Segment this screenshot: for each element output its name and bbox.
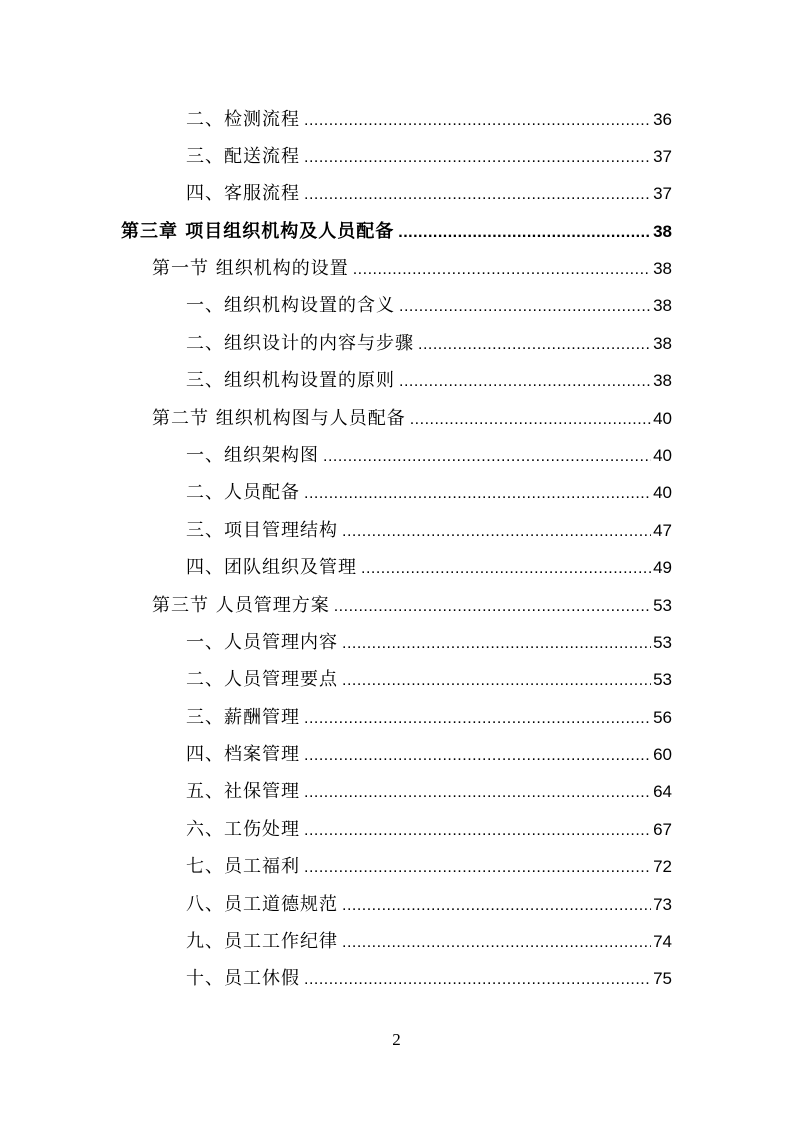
toc-entry[interactable] bbox=[186, 362, 672, 399]
toc-entry-page: 36 bbox=[653, 110, 672, 129]
toc-entry-page: 53 bbox=[653, 633, 672, 652]
toc-entry[interactable] bbox=[186, 474, 672, 511]
toc-leader-dots bbox=[342, 513, 651, 550]
toc-entry-label: 三、配送流程 bbox=[186, 146, 300, 167]
toc-entry-label: 第一节 组织机构的设置 bbox=[152, 258, 349, 279]
toc-entry-label: 第三章 项目组织机构及人员配备 bbox=[121, 221, 395, 242]
toc-leader-dots bbox=[342, 625, 651, 662]
toc-entry-label: 一、人员管理内容 bbox=[186, 632, 338, 653]
toc-entry-page: 72 bbox=[653, 857, 672, 876]
toc-leader-dots bbox=[342, 887, 651, 924]
toc-entry[interactable] bbox=[186, 437, 672, 474]
toc-entry-page: 49 bbox=[653, 558, 672, 577]
toc-entry-label: 一、组织架构图 bbox=[186, 445, 319, 466]
page-number: 2 bbox=[392, 1030, 401, 1049]
toc-entry-page: 60 bbox=[653, 745, 672, 764]
toc-entry-page: 38 bbox=[653, 259, 672, 278]
toc-entry[interactable] bbox=[186, 699, 672, 736]
toc-entry[interactable] bbox=[186, 960, 672, 997]
toc-entry-page: 38 bbox=[653, 371, 672, 390]
toc-leader-dots bbox=[342, 924, 651, 961]
toc-entry-page: 37 bbox=[653, 147, 672, 166]
toc-leader-dots bbox=[418, 326, 651, 363]
toc-entry-page: 56 bbox=[653, 708, 672, 727]
toc-entry[interactable] bbox=[186, 811, 672, 848]
toc-leader-dots bbox=[399, 363, 651, 400]
toc-leader-dots bbox=[304, 812, 651, 849]
toc-leader-dots bbox=[304, 475, 651, 512]
toc-leader-dots bbox=[304, 774, 651, 811]
toc-entry-page: 37 bbox=[653, 184, 672, 203]
toc-entry-page: 64 bbox=[653, 782, 672, 801]
toc-entry-label: 十、员工休假 bbox=[186, 968, 300, 989]
toc-entry[interactable] bbox=[186, 886, 672, 923]
toc-leader-dots bbox=[304, 737, 651, 774]
toc-entry[interactable] bbox=[186, 101, 672, 138]
toc-entry[interactable] bbox=[186, 138, 672, 175]
toc-entry-page: 47 bbox=[653, 521, 672, 540]
toc-leader-dots bbox=[304, 176, 651, 213]
toc-entry-label: 四、团队组织及管理 bbox=[186, 557, 357, 578]
toc-entry[interactable] bbox=[186, 624, 672, 661]
toc-entry[interactable] bbox=[186, 923, 672, 960]
toc-leader-dots bbox=[304, 700, 651, 737]
toc-entry-page: 75 bbox=[653, 969, 672, 988]
toc-chapter-entry[interactable] bbox=[121, 213, 672, 250]
toc-entry[interactable] bbox=[186, 175, 672, 212]
toc-leader-dots bbox=[304, 139, 651, 176]
toc-entry-page: 74 bbox=[653, 932, 672, 951]
toc-entry[interactable] bbox=[186, 512, 672, 549]
toc-entry-page: 38 bbox=[653, 334, 672, 353]
toc-leader-dots bbox=[323, 438, 651, 475]
toc-entry[interactable] bbox=[186, 736, 672, 773]
toc-entry-label: 二、检测流程 bbox=[186, 109, 300, 130]
toc-entry-page: 40 bbox=[653, 483, 672, 502]
toc-leader-dots bbox=[361, 550, 651, 587]
toc-entry[interactable] bbox=[186, 549, 672, 586]
toc-section-entry[interactable] bbox=[152, 250, 672, 287]
toc-entry-label: 五、社保管理 bbox=[186, 781, 300, 802]
toc-entry-label: 七、员工福利 bbox=[186, 856, 300, 877]
toc-entry[interactable] bbox=[186, 325, 672, 362]
toc-entry-page: 73 bbox=[653, 895, 672, 914]
toc-entry[interactable] bbox=[186, 848, 672, 885]
toc-leader-dots bbox=[334, 588, 651, 625]
toc-entry-label: 第二节 组织机构图与人员配备 bbox=[152, 408, 406, 429]
toc-section-entry[interactable] bbox=[152, 400, 672, 437]
toc-entry-page: 40 bbox=[653, 446, 672, 465]
toc-entry[interactable] bbox=[186, 661, 672, 698]
toc-leader-dots bbox=[304, 849, 651, 886]
toc-entry[interactable] bbox=[186, 287, 672, 324]
toc-entry-page: 53 bbox=[653, 596, 672, 615]
toc-section-entry[interactable] bbox=[152, 587, 672, 624]
toc-entry-page: 38 bbox=[653, 296, 672, 315]
toc-entry-label: 四、档案管理 bbox=[186, 744, 300, 765]
toc-entry-page: 53 bbox=[653, 670, 672, 689]
toc-leader-dots bbox=[353, 251, 651, 288]
toc-entry[interactable] bbox=[186, 773, 672, 810]
toc-leader-dots bbox=[342, 662, 651, 699]
toc-leader-dots bbox=[304, 102, 651, 139]
toc-entry-label: 二、组织设计的内容与步骤 bbox=[186, 333, 414, 354]
toc-entry-label: 九、员工工作纪律 bbox=[186, 931, 338, 952]
toc-entry-label: 三、组织机构设置的原则 bbox=[186, 370, 395, 391]
toc-leader-dots bbox=[304, 961, 651, 998]
toc-entry-page: 67 bbox=[653, 820, 672, 839]
toc-entry-label: 二、人员配备 bbox=[186, 482, 300, 503]
toc-leader-dots bbox=[399, 288, 651, 325]
toc-entry-label: 三、薪酬管理 bbox=[186, 707, 300, 728]
toc-entry-label: 三、项目管理结构 bbox=[186, 520, 338, 541]
toc-entry-page: 38 bbox=[653, 222, 672, 241]
toc-leader-dots bbox=[398, 214, 651, 251]
toc-entry-label: 二、人员管理要点 bbox=[186, 669, 338, 690]
toc-entry-label: 一、组织机构设置的含义 bbox=[186, 295, 395, 316]
toc-entry-label: 八、员工道德规范 bbox=[186, 894, 338, 915]
toc-entry-label: 六、工伤处理 bbox=[186, 819, 300, 840]
toc-entry-page: 40 bbox=[653, 409, 672, 428]
toc-leader-dots bbox=[410, 401, 651, 438]
toc-entry-label: 四、客服流程 bbox=[186, 183, 300, 204]
toc-entry-label: 第三节 人员管理方案 bbox=[152, 595, 330, 616]
